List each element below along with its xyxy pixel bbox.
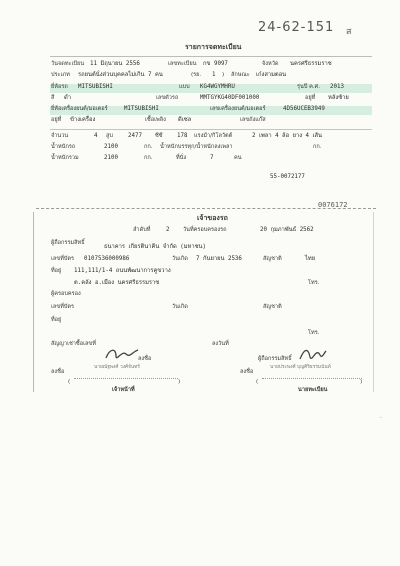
sig-line-left [74,378,178,379]
contract-date-label: ลงวันที่ [212,341,229,347]
cc-value: 2477 [128,133,142,139]
holder-id-label: เลขที่บัตร [51,304,75,310]
address-label: ที่อยู่ [51,268,62,274]
handwritten-ref-number: 24-62-151 [258,20,335,35]
reg-date-value: 11 มิถุนายน 2556 [90,61,140,67]
order-value: 2 [166,227,170,233]
address-line-1: 111,111/1-4 ถนนพัฒนาการคูขวาง [74,268,171,274]
chassis-value: MMTGYKG40DF001000 [200,95,260,101]
engine-loc-value: ข้างเครื่อง [70,117,96,123]
engine-no-label: เลขเครื่องยนต์/มอเตอร์ [210,106,266,112]
type-value: รถยนต์นั่งส่วนบุคคลไม่เกิน 7 คน [78,72,163,78]
possession-date-value: 20 กุมภาพันธ์ 2562 [260,227,314,233]
class-close: ) [222,72,225,78]
officer-right-title: นายทะเบียน [298,387,328,393]
axle-value: 2 เพลา 4 ล้อ ยาง 4 เส้น [252,133,323,139]
fuel-label: เชื้อเพลิง [145,117,166,123]
province-label: จังหวัด [262,61,279,67]
class-label: (รย. [191,72,202,78]
year-label: รุ่นปี ค.ศ. [297,84,321,90]
edge-tick: · [380,415,382,422]
reg-no-label: เลขทะเบียน [168,61,197,67]
sig-sub-right: นายประพงศ์ บุญศิริธรรมนันท์ [270,365,331,370]
scan-artefact-left [33,212,34,392]
reg-no-value: กข 9097 [203,61,228,67]
id-label: เลขที่บัตร [51,256,75,262]
signature-scribble-2 [298,345,328,365]
chassis-loc-value: หลังซ้าย [328,95,349,101]
persons-label: คน [234,155,242,161]
contract-label: สัญญาเช่าซื้อเลขที่ [51,341,96,347]
stamp-number: 0076172 [318,201,348,209]
chassis-loc-label: อยู่ที่ [305,95,316,101]
possession-date-label: วันที่ครอบครองรถ [183,227,227,233]
birth-label: วันเกิด [172,256,188,262]
nation-label: สัญชาติ [263,256,282,262]
reg-date-label: วันจดทะเบียน [51,61,85,67]
id-value: 0107536000986 [84,256,130,262]
total-label: น้ำหนักรวม [51,155,79,161]
style-label: ลักษณะ [231,72,250,78]
owner-label: ผู้ถือกรรมสิทธิ์ [51,240,85,246]
model-value: KG4WGYMHRU [200,84,235,90]
paren-left-b: ) [178,379,181,385]
section-title-registration: รายการจดทะเบียน [185,43,242,51]
owner-sig-label: ผู้ถือกรรมสิทธิ์ [258,356,292,362]
weight-label: น้ำหนักรถ [51,144,76,150]
engine-brand-label: ยี่ห้อเครื่องยนต์/มอเตอร์ [51,106,108,112]
paren-right-b: ) [360,379,363,385]
province-value: นครศรีธรรมราช [290,61,332,67]
chassis-label: เลขตัวรถ [156,95,179,101]
cc-label: ซีซี [155,133,163,139]
officer-left-title: เจ้าหน้าที่ [112,387,135,393]
address-line-2: ต.คลัง อ.เมือง นครศรีธรรมราช [74,280,160,286]
color-label: สี [51,95,55,101]
seats-label: ที่นั่ง [176,155,187,161]
engine-no-value: 4D56UCEB3949 [283,106,325,112]
count-value: 4 [94,133,98,139]
section-title-owner: เจ้าของรถ [197,214,228,222]
order-label: ลำดับที่ [133,227,151,233]
fuel-value: ดีเซล [178,117,192,123]
total-unit: กก. [144,155,153,161]
class-value: 1 [212,72,216,78]
engine-loc-label: อยู่ที่ [51,117,62,123]
hp-value: 178 [177,133,188,139]
sign-label-2: ลงชื่อ [51,369,65,375]
cyl-label: สูบ [106,133,113,139]
mid-rule [50,129,372,130]
holder-address-label: ที่อยู่ [51,317,62,323]
engine-brand-value: MITSUBISHI [124,106,159,112]
title-rule [50,56,372,57]
holder-tel-label: โทร. [308,330,320,336]
birth-value: 7 กันยายน 2536 [196,256,242,262]
nation-value: ไทย [305,256,316,262]
year-value: 2013 [330,84,344,90]
sign-label-1: ลงชื่อ [138,356,152,362]
paren-left-a: ( [68,379,71,385]
total-value: 2100 [104,155,118,161]
style-value: เก๋งสามตอน [256,72,287,78]
count-label: จำนวน [51,133,69,139]
tel-label: โทร. [308,280,320,286]
paren-right-a: ( [256,379,259,385]
holder-birth-label: วันเกิด [172,304,188,310]
load-unit: กก. [313,144,322,150]
color-value: ดำ [64,95,72,101]
scan-artefact-right [373,212,374,392]
gas-no-label: เลขถังแก๊ส [240,117,266,123]
handwritten-corner-mark: ส [346,27,352,37]
owner-value: ธนาคาร เกียรตินาคิน จำกัด (มหาชน) [104,244,206,250]
brand-value: MITSUBISHI [78,84,113,90]
sign-label-3: ลงชื่อ [240,369,254,375]
load-label: น้ำหนักบรรทุก/น้ำหนักลงเพลา [160,144,233,150]
serial-number: 55-0072177 [270,174,305,180]
weight-value: 2100 [104,144,118,150]
sig-sub-left: นายณัฐพงศ์ วงศ์จันทร์ [94,365,140,370]
holder-nation-label: สัญชาติ [263,304,282,310]
signature-scribble-1 [104,346,140,364]
type-label: ประเภท [51,72,70,78]
brand-label: ยี่ห้อรถ [51,84,68,90]
sig-line-right [262,378,362,379]
model-label: แบบ [179,84,190,90]
hp-label: แรงม้า/กิโลวัตต์ [194,133,233,139]
weight-unit: กก. [144,144,153,150]
seats-value: 7 [210,155,214,161]
holder-label: ผู้ครอบครอง [51,291,81,297]
